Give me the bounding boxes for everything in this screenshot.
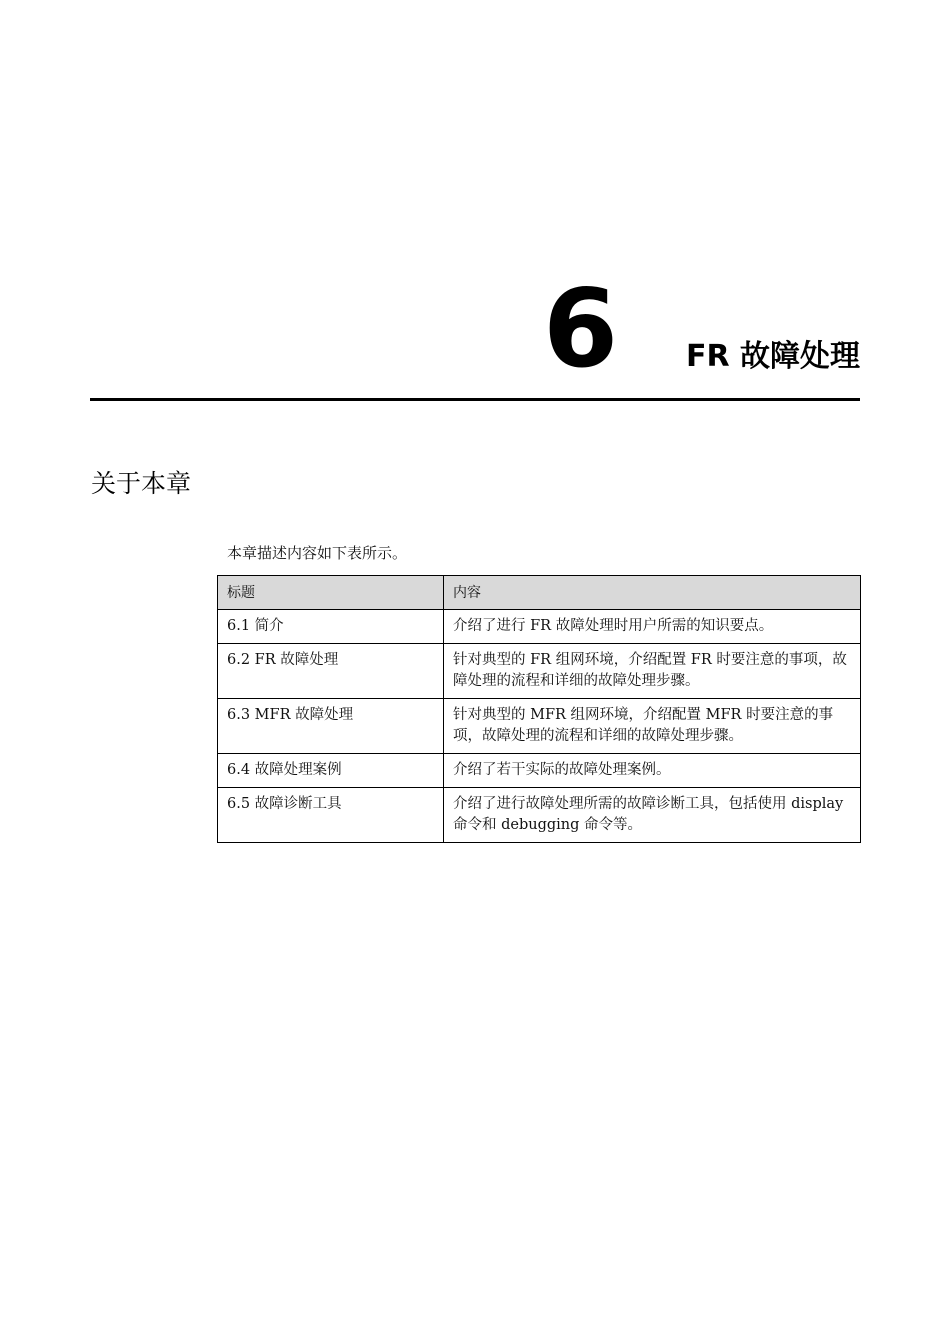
row-title: 6.1 简介 xyxy=(218,610,444,644)
row-title: 6.2 FR 故障处理 xyxy=(218,644,444,699)
intro-paragraph: 本章描述内容如下表所示。 xyxy=(227,544,408,562)
chapter-title: FR 故障处理 xyxy=(685,339,860,374)
row-title: 6.5 故障诊断工具 xyxy=(218,788,444,843)
column-header-content: 内容 xyxy=(444,576,861,610)
table-row xyxy=(218,610,861,644)
section-heading: 关于本章 xyxy=(91,469,192,498)
chapter-number: 6 xyxy=(543,267,619,392)
chapter-contents-table xyxy=(217,575,861,843)
table-row xyxy=(218,644,861,699)
row-title: 6.3 MFR 故障处理 xyxy=(218,699,444,754)
row-description: 介绍了若干实际的故障处理案例。 xyxy=(444,754,861,788)
row-description: 针对典型的 MFR 组网环境，介绍配置 MFR 时要注意的事项，故障处理的流程和详细的故障处理步骤。 xyxy=(444,699,861,754)
row-description: 针对典型的 FR 组网环境，介绍配置 FR 时要注意的事项，故障处理的流程和详细的故障处理步骤。 xyxy=(444,644,861,699)
table-header-row xyxy=(218,576,861,610)
row-title: 6.4 故障处理案例 xyxy=(218,754,444,788)
table-row xyxy=(218,699,861,754)
row-description: 介绍了进行 FR 故障处理时用户所需的知识要点。 xyxy=(444,610,861,644)
chapter-header xyxy=(90,267,860,401)
chapter-divider xyxy=(90,398,860,401)
row-description: 介绍了进行故障处理所需的故障诊断工具，包括使用 display 命令和 debugging 命令等。 xyxy=(444,788,861,843)
table-row xyxy=(218,788,861,843)
table-row xyxy=(218,754,861,788)
column-header-title: 标题 xyxy=(218,576,444,610)
